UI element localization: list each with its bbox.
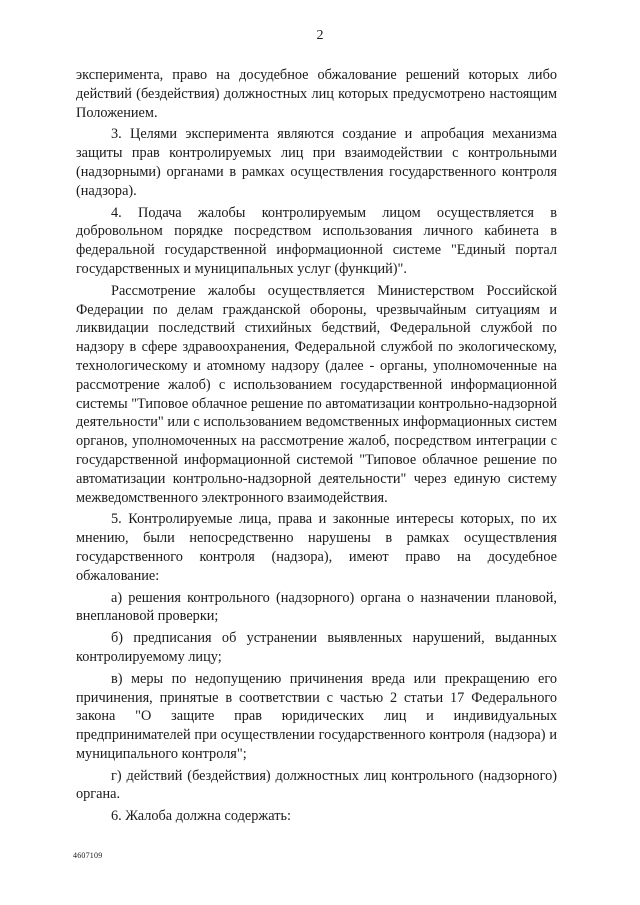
list-item-b: б) предписания об устранении выявленных нарушений, выданных контролируемому лицу; — [76, 630, 557, 665]
paragraph-item-6: 6. Жалоба должна содержать: — [111, 808, 291, 825]
page-number: 2 — [316, 28, 324, 43]
paragraph-item-5: 5. Контролируемые лица, права и законные интересы которых, по их мнению, были непосредственно нарушены в рамках осуществления государственного контроля (надзора), имеют право на досудебное обжалование: — [76, 511, 557, 584]
document-code: 4607109 — [73, 851, 103, 860]
paragraph-item-4: 4. Подача жалобы контролируемым лицом осуществляется в добровольном порядке посредством использования личного кабинета в федеральной государственной информационной системе "Единый портал государственных и муниципальных услуг (функций)". — [76, 204, 557, 277]
paragraph-continuation: эксперимента, право на досудебное обжалование решений которых либо действий (бездействия) должностных лиц которых предусмотрено настоящим Положением. — [76, 67, 557, 121]
list-item-v: в) меры по недопущению причинения вреда или прекращению его причинения, принятые в соответствии с частью 2 статьи 17 Федерального закона "О защите прав юридических лиц и индивидуальных предпринимателей при осуществлении государственного контроля (надзора) и муниципального контроля"; — [76, 670, 557, 762]
document-body — [76, 66, 557, 829]
list-item-a: а) решения контрольного (надзорного) органа о назначении плановой, внеплановой проверки; — [76, 589, 557, 625]
paragraph-review-bodies: Рассмотрение жалобы осуществляется Министерством Российской Федерации по делам гражданской обороны, чрезвычайным ситуациям и ликвидации последствий стихийных бедствий, Федеральной службой по надзору в сфере здравоохранения, Федеральной службой по экологическому, технологическому и атомному надзору (далее - органы, уполномоченные на рассмотрение жалоб) с использованием государственной информационной системы "Типовое облачное решение по автоматизации контрольно-надзорной деятельности" или с использованием ведомственных информационных систем органов, уполномоченных на рассмотрение жалоб, посредством интеграции с государственной информационной системой "Типовое облачное решение по автоматизации контрольно-надзорной деятельности" через единую систему межведомственного электронного взаимодействия. — [76, 282, 557, 506]
paragraph-item-3: 3. Целями эксперимента являются создание и апробация механизма защиты прав контролируемых лиц при взаимодействии с контрольными (надзорными) органами в рамках осуществления государственного контроля (надзора). — [76, 126, 557, 199]
list-item-g: г) действий (бездействия) должностных лиц контрольного (надзорного) органа. — [76, 767, 557, 803]
